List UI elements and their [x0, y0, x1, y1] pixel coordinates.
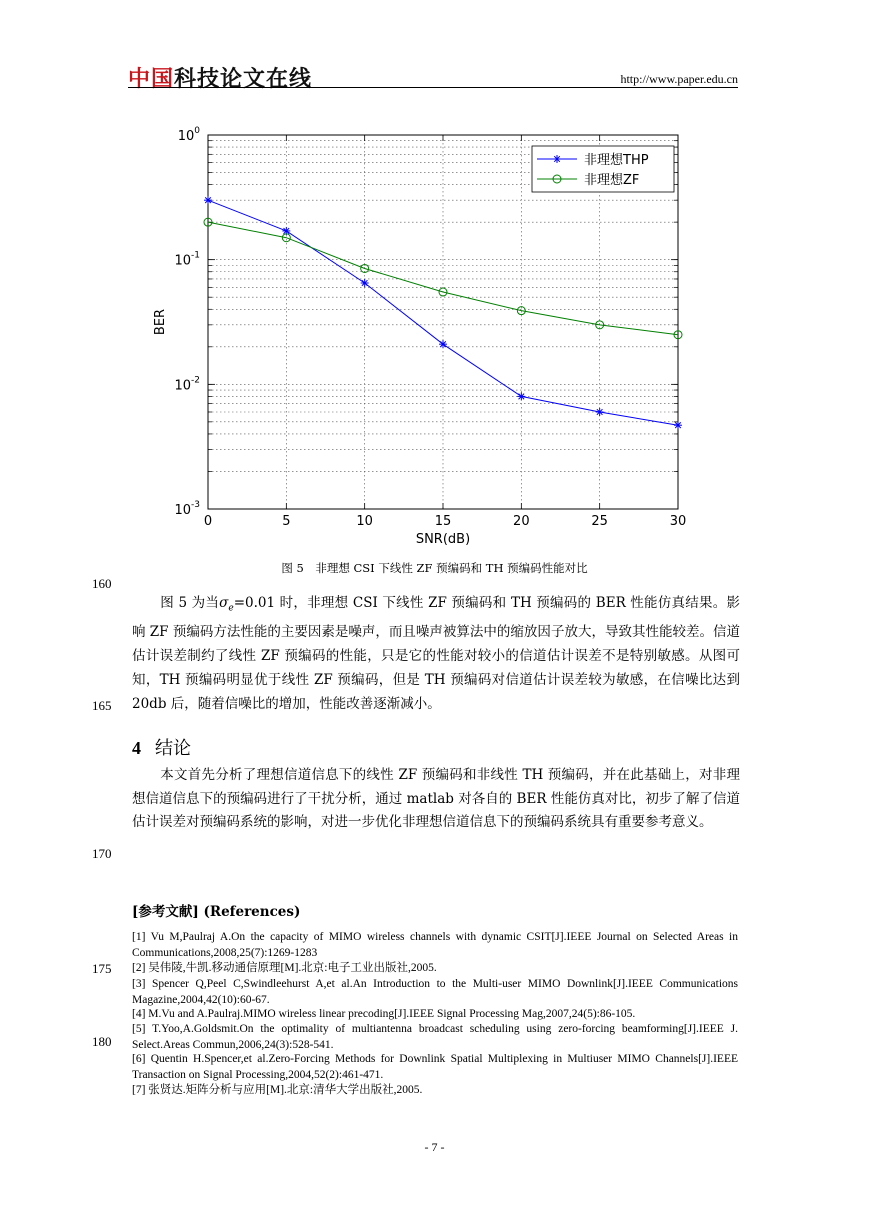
- reference-item: [3] Spencer Q,Peel C,Swindleehurst A,et al.An Introduction to the Multi-user MIMO Downlink[J].IEEE Communications Magazine,2004,42(10):60-67.: [132, 978, 738, 1006]
- para1-prefix: 图 5 为当: [160, 595, 220, 611]
- data-point: [674, 421, 682, 429]
- line-number: 180: [92, 1034, 112, 1049]
- x-axis-label: SNR(dB): [415, 532, 471, 547]
- y-tick-label: $10^{-1}$: [174, 250, 200, 269]
- body-paragraph: [132, 592, 740, 716]
- conclusion-paragraph: [132, 764, 740, 835]
- legend-label: 非理想THP: [584, 153, 649, 168]
- legend-label: 非理想ZF: [584, 173, 640, 188]
- header-url: http://www.paper.edu.cn: [620, 72, 738, 86]
- reference-item: [6] Quentin H.Spencer,et al.Zero-Forcing Methods for Downlink Spatial Multiplexing in Multiuser MIMO Channels[J].IEEE Transaction on Signal Processing,2004,52(2):461-471.: [132, 1053, 738, 1081]
- reference-item: [1] Vu M,Paulraj A.On the capacity of MIMO wireless channels with dynamic CSIT[J].IEEE Journal on Selected Areas in Communications,2008,25(7):1269-1283: [132, 931, 738, 959]
- references-title: [参考文献] (References): [132, 904, 301, 920]
- site-logo: [128, 62, 312, 93]
- header-rule: [128, 87, 738, 88]
- x-tick-label: 10: [356, 514, 373, 529]
- line-number: 165: [92, 698, 112, 713]
- y-tick-label: $10^{-2}$: [174, 375, 200, 394]
- ber-chart: [140, 118, 700, 554]
- x-tick-label: 20: [513, 514, 530, 529]
- section-heading: [132, 734, 191, 760]
- reference-item: [5] T.Yoo,A.Goldsmit.On the optimality of multiantenna broadcast scheduling using zero-forcing beamforming[J].IEEE J. Select.Areas Commun,2006,24(3):528-541.: [132, 1023, 738, 1051]
- reference-item: [4] M.Vu and A.Paulraj.MIMO wireless linear precoding[J].IEEE Signal Processing Mag,2007,24(5):86-105.: [132, 1008, 636, 1020]
- para2-text: 本文首先分析了理想信道信息下的线性 ZF 预编码和非线性 TH 预编码，并在此基础上，对非理想信道信息下的预编码进行了干扰分析，通过 matlab 对各自的 BER 性能仿真对比，初步了解了信道估计误差对预编码系统的影响，对进一步优化非理想信道信息下的预编码系统具有重要参考意义。: [132, 767, 740, 831]
- sigma-subscript: e: [228, 603, 234, 614]
- y-tick-label: $10^{-3}$: [174, 500, 200, 518]
- reference-item: [2] 吴伟陵,牛凯.移动通信原理[M].北京:电子工业出版社,2005.: [132, 962, 437, 974]
- x-tick-label: 30: [669, 514, 687, 529]
- figure-caption: 图 5 非理想 CSI 下线性 ZF 预编码和 TH 预编码性能对比: [281, 561, 588, 575]
- para1-rest: =0.01 时，非理想 CSI 下线性 ZF 预编码和 TH 预编码的 BER 性能仿真结果。影响 ZF 预编码方法性能的主要因素是噪声，而且噪声被算法中的缩放因子放大，导致其性能较差。信道估计误差制约了线性 ZF 预编码的性能，只是它的性能对较小的信道估计误差不是特别敏感。从图可知，TH 预编码明显优于线性 ZF 预编码，但是 TH 预编码对信道估计误差较为敏感，在信噪比达到 20db 后，随着信噪比的增加，性能改善逐渐减小。: [132, 595, 741, 712]
- x-tick-label: 15: [434, 514, 452, 529]
- line-number: 170: [92, 846, 112, 861]
- logo-red-text: 中国: [128, 67, 175, 92]
- page-number: - 7 -: [424, 1140, 445, 1154]
- logo-black-text: 科技论文在线: [174, 67, 313, 92]
- data-point: [439, 340, 447, 348]
- x-tick-label: 5: [282, 514, 291, 529]
- y-tick-label: $10^0$: [177, 126, 200, 144]
- y-axis-label: BER: [153, 308, 168, 336]
- sigma-symbol: σ: [219, 595, 229, 611]
- line-number: 175: [92, 961, 112, 976]
- x-tick-label: 0: [203, 514, 213, 529]
- line-number: 160: [92, 576, 112, 591]
- x-tick-label: 25: [591, 514, 608, 529]
- reference-item: [7] 张贤达.矩阵分析与应用[M].北京:清华大学出版社,2005.: [132, 1084, 423, 1096]
- section-number: 4: [132, 738, 141, 758]
- section-title: 结论: [155, 738, 191, 759]
